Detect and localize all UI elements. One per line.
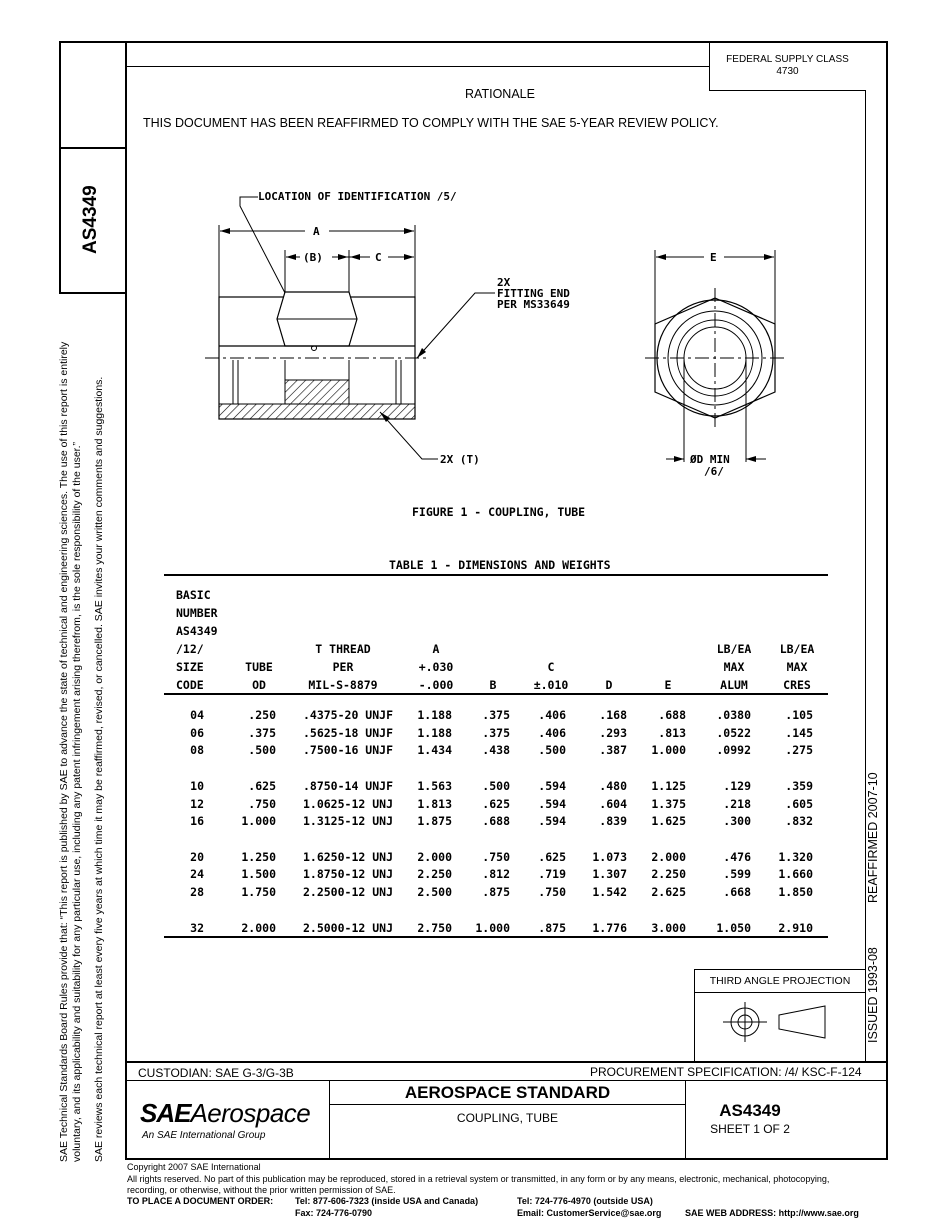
table-cell: 3.000 bbox=[651, 921, 686, 935]
table-cell: 1.050 bbox=[716, 921, 751, 935]
table-cell: 2.250 bbox=[651, 867, 686, 881]
footer-rights-2: recording, or otherwise, without the prior written permission of SAE. bbox=[127, 1185, 396, 1195]
table-cell: 1.850 bbox=[778, 885, 813, 899]
sidebar-notice-line1: SAE Technical Standards Board Rules provide that: “This report is published by SAE to advance the state of technical and engineering sciences. The use of this report is entirely bbox=[58, 341, 70, 1162]
table-cell: 2.625 bbox=[651, 885, 686, 899]
location-label: LOCATION OF IDENTIFICATION /5/ bbox=[258, 190, 457, 203]
table-cell: 2.910 bbox=[778, 921, 813, 935]
table-cell: .750 bbox=[482, 850, 510, 864]
footer-tel-us: Tel: 877-606-7323 (inside USA and Canada) bbox=[295, 1196, 479, 1206]
table-cell: .604 bbox=[599, 797, 627, 811]
table-cell: .625 bbox=[248, 779, 276, 793]
frame-inner-right bbox=[865, 90, 866, 1062]
table-cell: 32 bbox=[190, 921, 204, 935]
table-cell: .599 bbox=[723, 867, 751, 881]
table-cell: .688 bbox=[658, 708, 686, 722]
frame-left bbox=[59, 41, 61, 294]
table-cell: .594 bbox=[538, 797, 566, 811]
table-cell: 20 bbox=[190, 850, 204, 864]
table-header-cell: LB/EA bbox=[716, 642, 752, 656]
table-cell: 1.3125-12 UNJ bbox=[302, 814, 393, 828]
table-header-cell: CRES bbox=[783, 678, 811, 692]
table-cell: .812 bbox=[482, 867, 510, 881]
table-cell: .605 bbox=[785, 797, 813, 811]
table-header-cell: MAX bbox=[786, 660, 808, 674]
frame-right bbox=[886, 41, 888, 1160]
table-cell: .7500-16 UNJF bbox=[302, 743, 393, 757]
table-cell: 2.000 bbox=[651, 850, 686, 864]
table-cell: 2.250 bbox=[417, 867, 452, 881]
table-cell: .500 bbox=[482, 779, 510, 793]
table-header-cell: ±.010 bbox=[533, 678, 569, 692]
logo-sae: SAE bbox=[140, 1098, 191, 1128]
table-cell: .719 bbox=[538, 867, 566, 881]
projection-symbol bbox=[715, 1000, 855, 1045]
table-cell: 1.250 bbox=[241, 850, 276, 864]
fitting-note-1: 2X bbox=[497, 276, 511, 289]
table-cell: .105 bbox=[785, 708, 813, 722]
table-cell: 1.0625-12 UNJ bbox=[302, 797, 393, 811]
table-header-cell: AS4349 bbox=[176, 624, 218, 638]
procurement-spec: PROCUREMENT SPECIFICATION: /4/ KSC-F-124 bbox=[590, 1065, 862, 1079]
table-cell: .625 bbox=[538, 850, 566, 864]
table-cell: 1.776 bbox=[592, 921, 627, 935]
sidebar-doc-number: AS4349 bbox=[80, 185, 101, 254]
table-header-cell: T THREAD bbox=[315, 642, 371, 656]
logo-subtitle: An SAE International Group bbox=[142, 1130, 266, 1141]
table-cell: 1.500 bbox=[241, 867, 276, 881]
table-cell: 1.563 bbox=[417, 779, 452, 793]
table-title: TABLE 1 - DIMENSIONS AND WEIGHTS bbox=[389, 558, 611, 572]
table-cell: 1.6250-12 UNJ bbox=[302, 850, 393, 864]
table-header-cell: +.030 bbox=[418, 660, 454, 674]
table-cell: .0380 bbox=[716, 708, 751, 722]
table-cell: 1.000 bbox=[475, 921, 510, 935]
table-cell: 1.625 bbox=[651, 814, 686, 828]
table-cell: .218 bbox=[723, 797, 751, 811]
table-cell: 06 bbox=[190, 726, 204, 740]
sidebar-divider-1 bbox=[59, 147, 127, 149]
table-cell: .0522 bbox=[716, 726, 751, 740]
figure-caption: FIGURE 1 - COUPLING, TUBE bbox=[412, 505, 586, 519]
footer-copyright: Copyright 2007 SAE International bbox=[127, 1162, 261, 1172]
table-cell: .5625-18 UNJF bbox=[302, 726, 393, 740]
table-header-cell: MIL-S-8879 bbox=[308, 678, 378, 692]
table-cell: .300 bbox=[723, 814, 751, 828]
table-cell: 1.000 bbox=[241, 814, 276, 828]
table-cell: .476 bbox=[723, 850, 751, 864]
table-cell: 1.875 bbox=[417, 814, 452, 828]
dim-e-label: E bbox=[710, 251, 717, 264]
table-cell: .875 bbox=[538, 921, 566, 935]
table-cell: .406 bbox=[538, 726, 566, 740]
table-cell: 1.660 bbox=[778, 867, 813, 881]
table-cell: 2.000 bbox=[241, 921, 276, 935]
issued-date: ISSUED 1993-08 bbox=[866, 947, 880, 1043]
table-cell: .832 bbox=[785, 814, 813, 828]
table-cell: .387 bbox=[599, 743, 627, 757]
part-title: COUPLING, TUBE bbox=[456, 1111, 559, 1125]
titleblock-top bbox=[125, 1061, 888, 1063]
table-cell: .500 bbox=[248, 743, 276, 757]
table-header-cell: ALUM bbox=[720, 678, 748, 692]
table-cell: 1.320 bbox=[778, 850, 813, 864]
table-header-cell: OD bbox=[252, 678, 266, 692]
table-cell: 1.125 bbox=[651, 779, 686, 793]
table-header-cell: LB/EA bbox=[779, 642, 815, 656]
projection-box-divider bbox=[694, 992, 866, 993]
table-header-cell: D bbox=[605, 678, 613, 692]
table-cell: .406 bbox=[538, 708, 566, 722]
table-cell: .625 bbox=[482, 797, 510, 811]
table-cell: .0992 bbox=[716, 743, 751, 757]
table-cell: 1.000 bbox=[651, 743, 686, 757]
table-header-cell: B bbox=[489, 678, 497, 692]
table-header-cell: MAX bbox=[723, 660, 745, 674]
frame-top bbox=[59, 41, 888, 43]
table-cell: 2.2500-12 UNJ bbox=[302, 885, 393, 899]
footer-order-label: TO PLACE A DOCUMENT ORDER: bbox=[127, 1196, 274, 1206]
table-cell: .750 bbox=[538, 885, 566, 899]
rationale-title: RATIONALE bbox=[465, 87, 535, 101]
table-cell: 1.813 bbox=[417, 797, 452, 811]
sidebar-divider-2 bbox=[59, 292, 127, 294]
logo-aerospace: Aerospace bbox=[190, 1098, 311, 1128]
table-cell: .4375-20 UNJF bbox=[302, 708, 393, 722]
projection-label: THIRD ANGLE PROJECTION bbox=[709, 975, 851, 987]
sidebar-notice-line3: SAE reviews each technical report at least every five years at which time it may be reaffirmed, revised, or cancelled. SAE invites your written comments and suggestions. bbox=[93, 376, 105, 1162]
table-cell: .875 bbox=[482, 885, 510, 899]
thread-note: 2X (T) bbox=[440, 453, 480, 466]
table-cell: .8750-14 UNJF bbox=[302, 779, 393, 793]
table-header-cell: A bbox=[432, 642, 440, 656]
footer-fax: Fax: 724-776-0790 bbox=[295, 1208, 373, 1218]
table-cell: .375 bbox=[248, 726, 276, 740]
table-cell: 04 bbox=[190, 708, 204, 722]
table-cell: 2.000 bbox=[417, 850, 452, 864]
rationale-text: THIS DOCUMENT HAS BEEN REAFFIRMED TO COMPLY WITH THE SAE 5-YEAR REVIEW POLICY. bbox=[143, 116, 719, 130]
fsc-label: FEDERAL SUPPLY CLASS bbox=[726, 54, 849, 65]
table-cell: .375 bbox=[482, 708, 510, 722]
table-header-cell: CODE bbox=[176, 678, 204, 692]
fitting-note-3: PER MS33649 bbox=[497, 298, 570, 311]
dim-d-label: ØD MIN bbox=[690, 453, 730, 466]
table-cell: .129 bbox=[723, 779, 751, 793]
table-rule-head bbox=[164, 693, 828, 695]
table-cell: 16 bbox=[190, 814, 204, 828]
table-cell: 2.5000-12 UNJ bbox=[302, 921, 393, 935]
dim-b-label: (B) bbox=[303, 251, 323, 264]
table-cell: 1.188 bbox=[417, 708, 452, 722]
table-cell: .438 bbox=[482, 743, 510, 757]
table-cell: .500 bbox=[538, 743, 566, 757]
table-cell: 1.375 bbox=[651, 797, 686, 811]
footer-email: Email: CustomerService@sae.org bbox=[517, 1208, 662, 1218]
table-header-cell: /12/ bbox=[176, 642, 204, 656]
table-cell: .250 bbox=[248, 708, 276, 722]
table-cell: .145 bbox=[785, 726, 813, 740]
table-cell: .594 bbox=[538, 779, 566, 793]
titleblock-title-rule bbox=[329, 1104, 685, 1105]
table-cell: .275 bbox=[785, 743, 813, 757]
table-cell: .688 bbox=[482, 814, 510, 828]
footer-tel-intl: Tel: 724-776-4970 (outside USA) bbox=[517, 1196, 653, 1206]
table-cell: .168 bbox=[599, 708, 627, 722]
table-header-cell: PER bbox=[332, 660, 354, 674]
reaffirmed-date: REAFFIRMED 2007-10 bbox=[866, 772, 880, 903]
projection-box-top bbox=[694, 969, 866, 970]
fitting-note-2: FITTING END bbox=[497, 287, 570, 300]
doc-number: AS4349 bbox=[719, 1101, 781, 1120]
table-cell: .813 bbox=[658, 726, 686, 740]
table-cell: 2.500 bbox=[417, 885, 452, 899]
dim-d-note: /6/ bbox=[704, 465, 724, 478]
standard-title: AEROSPACE STANDARD bbox=[404, 1083, 611, 1102]
fsc-number: 4730 bbox=[776, 66, 799, 77]
table-cell: 10 bbox=[190, 779, 204, 793]
table-cell: 1.307 bbox=[592, 867, 627, 881]
table-cell: .594 bbox=[538, 814, 566, 828]
table-cell: 28 bbox=[190, 885, 204, 899]
table-cell: .359 bbox=[785, 779, 813, 793]
sidebar-notice-line2: voluntary, and its applicability and suitability for any particular use, including any patent infringement arising therefrom, is the sole responsibility of the user.” bbox=[71, 441, 83, 1162]
fsc-box-bottom bbox=[709, 90, 866, 91]
table-rule-bottom bbox=[164, 936, 828, 938]
table-header-cell: SIZE bbox=[176, 660, 204, 674]
coupling-drawing bbox=[200, 180, 820, 525]
dim-a-label: A bbox=[313, 225, 320, 238]
frame-inner-top bbox=[125, 66, 710, 67]
table-cell: .668 bbox=[723, 885, 751, 899]
sheet-number: SHEET 1 OF 2 bbox=[710, 1122, 790, 1136]
dim-c-label: C bbox=[375, 251, 382, 264]
sae-logo bbox=[140, 1098, 310, 1129]
custodian: CUSTODIAN: SAE G-3/G-3B bbox=[138, 1066, 294, 1080]
table-cell: 12 bbox=[190, 797, 204, 811]
frame-inner-left bbox=[125, 41, 127, 1160]
table-header-cell: E bbox=[664, 678, 672, 692]
table-cell: 2.750 bbox=[417, 921, 452, 935]
table-header-cell: TUBE bbox=[245, 660, 273, 674]
table-cell: 1.434 bbox=[417, 743, 452, 757]
table-cell: .480 bbox=[599, 779, 627, 793]
table-cell: 1.8750-12 UNJ bbox=[302, 867, 393, 881]
table-cell: 24 bbox=[190, 867, 204, 881]
table-header-cell: C bbox=[547, 660, 555, 674]
table-cell: .750 bbox=[248, 797, 276, 811]
table-cell: 1.750 bbox=[241, 885, 276, 899]
table-cell: 1.188 bbox=[417, 726, 452, 740]
table-cell: 08 bbox=[190, 743, 204, 757]
table-cell: .375 bbox=[482, 726, 510, 740]
table-header-cell: NUMBER bbox=[176, 606, 218, 620]
table-rule-top bbox=[164, 574, 828, 576]
table-header-cell: BASIC bbox=[176, 588, 211, 602]
footer-web: SAE WEB ADDRESS: http://www.sae.org bbox=[685, 1208, 859, 1218]
table-cell: 1.542 bbox=[592, 885, 627, 899]
table-cell: .839 bbox=[599, 814, 627, 828]
frame-bottom bbox=[126, 1158, 888, 1160]
table-header-cell: -.000 bbox=[418, 678, 454, 692]
table-cell: 1.073 bbox=[592, 850, 627, 864]
titleblock-row bbox=[125, 1080, 888, 1081]
table-cell: .293 bbox=[599, 726, 627, 740]
footer-rights-1: All rights reserved. No part of this publication may be reproduced, stored in a retrieval system or transmitted, in any form or by any means, electronic, mechanical, photocopying, bbox=[127, 1174, 830, 1184]
